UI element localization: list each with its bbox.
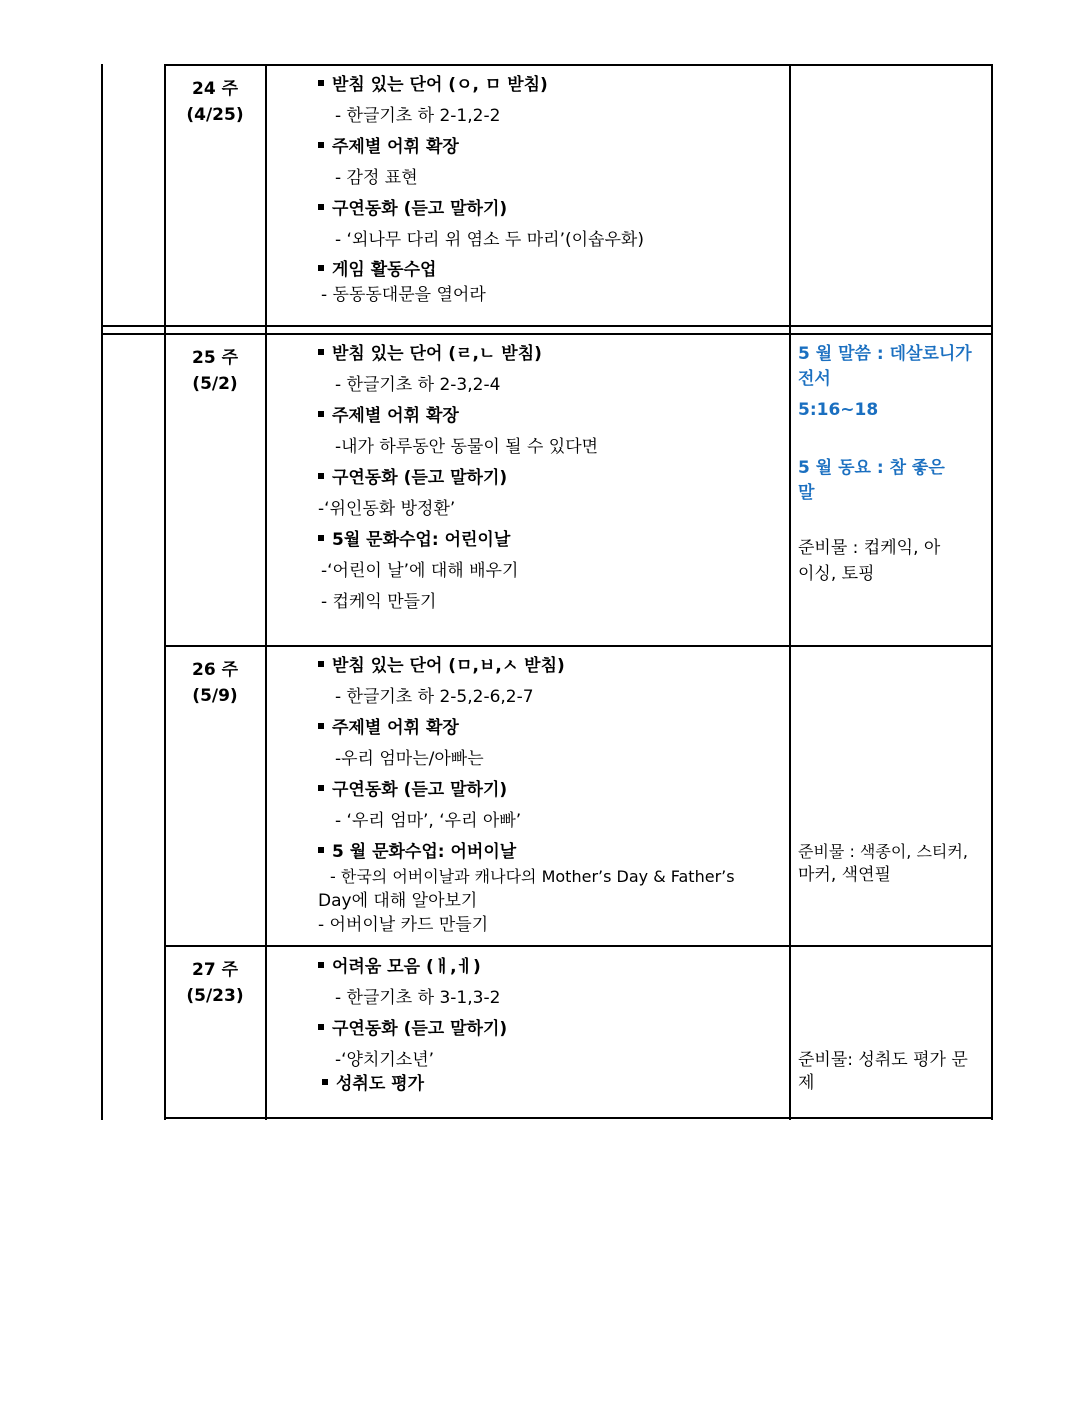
week-number: 24 주 <box>192 79 238 99</box>
lesson-item: 어려움 모음 (ㅐ,ㅔ) <box>318 956 481 978</box>
table-left-border <box>101 64 103 1120</box>
lesson-detail: - 한글기초 하 2-1,2-2 <box>335 106 501 126</box>
week-number: 26 주 <box>192 660 238 680</box>
lesson-item: 5월 문화수업: 어린이날 <box>318 529 510 551</box>
materials-note: 제 <box>798 1073 815 1093</box>
monthly-verse: 전서 <box>798 369 831 389</box>
row-26-bottom-border <box>164 945 993 947</box>
materials-note: 준비물 : 컵케익, 아 <box>798 538 941 558</box>
materials-note: 준비물: 성취도 평가 문 <box>798 1050 968 1070</box>
table-right-border <box>991 64 993 1120</box>
lesson-item: 구연동화 (듣고 말하기) <box>318 198 507 220</box>
bullet-icon <box>318 1024 324 1030</box>
week-number: 27 주 <box>192 960 238 980</box>
lesson-detail: - 어버이날 카드 만들기 <box>318 915 489 935</box>
bullet-icon <box>318 723 324 729</box>
lesson-detail: - 한글기초 하 2-5,2-6,2-7 <box>335 687 534 707</box>
monthly-song: 5 월 동요 : 참 좋은 <box>798 458 945 478</box>
notes-column-border <box>789 64 791 1120</box>
materials-note: 마커, 색연필 <box>798 865 891 885</box>
materials-note: 이싱, 토핑 <box>798 564 875 584</box>
lesson-item: 주제별 어휘 확장 <box>318 717 459 739</box>
bullet-icon <box>318 785 324 791</box>
lesson-detail: -내가 하루동안 동물이 될 수 있다면 <box>335 437 599 457</box>
lesson-detail: - ‘우리 엄마’, ‘우리 아빠’ <box>335 811 522 831</box>
lesson-detail: -‘양치기소년’ <box>335 1050 435 1070</box>
lesson-detail: - 한글기초 하 3-1,3-2 <box>335 988 501 1008</box>
lesson-item: 받침 있는 단어 (ㅁ,ㅂ,ㅅ 받침) <box>318 655 565 677</box>
lesson-detail: - 감정 표현 <box>335 168 418 188</box>
bullet-icon <box>318 142 324 148</box>
bullet-icon <box>318 80 324 86</box>
lesson-item: 주제별 어휘 확장 <box>318 136 459 158</box>
lesson-detail: - 동동동대문을 열어라 <box>321 285 486 305</box>
bullet-icon <box>318 473 324 479</box>
lesson-detail: - 컵케익 만들기 <box>321 592 437 612</box>
week-date: (5/9) <box>192 686 238 706</box>
lesson-detail: - ‘외나무 다리 위 염소 두 마리’(이솝우화) <box>335 230 644 250</box>
lesson-item: 받침 있는 단어 (ㄹ,ㄴ 받침) <box>318 343 542 365</box>
lesson-item: 구연동화 (듣고 말하기) <box>318 467 507 489</box>
bullet-icon <box>318 847 324 853</box>
lesson-detail: -‘어린이 날’에 대해 배우기 <box>321 561 519 581</box>
lesson-detail: -‘위인동화 방정환’ <box>318 499 456 519</box>
lesson-item: 5 월 문화수업: 어버이날 <box>318 841 516 863</box>
row-25-bottom-border <box>164 645 993 647</box>
content-column-border <box>265 64 267 1120</box>
week-date: (5/2) <box>192 374 238 394</box>
bullet-icon <box>318 265 324 271</box>
lesson-detail: Day에 대해 알아보기 <box>318 891 478 911</box>
week-number: 25 주 <box>192 348 238 368</box>
week-date: (4/25) <box>186 105 244 125</box>
bullet-icon <box>318 411 324 417</box>
monthly-verse: 5 월 말씀 : 데살로니가 <box>798 344 972 364</box>
bullet-icon <box>318 535 324 541</box>
lesson-detail: - 한국의 어버이날과 캐나다의 Mother’s Day & Father’s <box>330 867 735 886</box>
bullet-icon <box>318 962 324 968</box>
lesson-item: 받침 있는 단어 (ㅇ, ㅁ 받침) <box>318 74 548 96</box>
bullet-icon <box>318 661 324 667</box>
lesson-item: 구연동화 (듣고 말하기) <box>318 1018 507 1040</box>
table-bottom-border <box>164 1117 993 1119</box>
lesson-item: 구연동화 (듣고 말하기) <box>318 779 507 801</box>
lesson-item: 주제별 어휘 확장 <box>318 405 459 427</box>
monthly-verse-reference: 5:16~18 <box>798 400 879 420</box>
lesson-detail: - 한글기초 하 2-3,2-4 <box>335 375 501 395</box>
table-top-border <box>164 64 993 66</box>
row-25-top-border <box>101 333 993 335</box>
week-date: (5/23) <box>186 986 244 1006</box>
lesson-item: 게임 활동수업 <box>318 259 436 281</box>
bullet-icon <box>318 204 324 210</box>
lesson-item: 성취도 평가 <box>322 1073 424 1095</box>
materials-note: 준비물 : 색종이, 스티커, <box>798 842 968 861</box>
bullet-icon <box>322 1079 328 1085</box>
row-24-bottom-border <box>101 325 993 327</box>
bullet-icon <box>318 349 324 355</box>
monthly-song: 말 <box>798 483 815 503</box>
lesson-detail: -우리 엄마는/아빠는 <box>335 749 484 769</box>
